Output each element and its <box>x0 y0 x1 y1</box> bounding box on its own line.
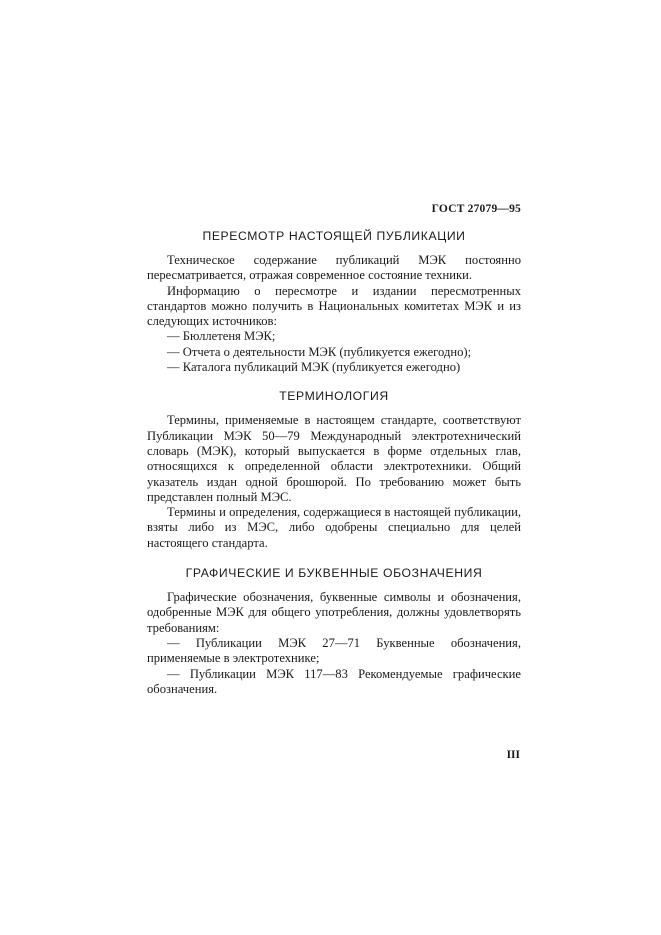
paragraph: Информацию о пересмотре и издании пересмотренных стандартов можно получить в Национальных комитетах МЭК и из следующих источников: <box>147 283 521 329</box>
paragraph: Техническое содержание публикаций МЭК постоянно пересматривается, отражая современное состояние техники. <box>147 253 521 283</box>
section-title-symbols: ГРАФИЧЕСКИЕ И БУКВЕННЫЕ ОБОЗНАЧЕНИЯ <box>185 566 483 581</box>
paragraph: Термины, применяемые в настоящем стандарте, соответствуют Публикации МЭК 50—79 Международный электротехнический словарь (МЭК), который выпускается в форме отдельных глав, относящихся к определенной области электротехники. Общий указатель издан одной брошюрой. По требованию может быть представлен полный МЭС. <box>147 413 521 504</box>
section-title-revision: ПЕРЕСМОТР НАСТОЯЩЕЙ ПУБЛИКАЦИИ <box>202 229 466 243</box>
document-body <box>147 228 521 697</box>
paragraph: Термины и определения, содержащиеся в настоящей публикации, взяты либо из МЭС, либо одобрены специально для целей настоящего стандарта. <box>147 505 521 550</box>
section-title-terminology: ТЕРМИНОЛОГИЯ <box>279 389 389 404</box>
list-item: — Публикации МЭК 27—71 Буквенные обозначения, применяемые в электротехнике; <box>147 635 521 666</box>
list-item: — Отчета о деятельности МЭК (публикуется ежегодно); <box>167 344 472 359</box>
list-item: — Каталога публикаций МЭК (публикуется ежегодно) <box>167 360 461 375</box>
list-item: — Публикации МЭК 117—83 Рекомендуемые графические обозначения. <box>147 666 521 696</box>
page-number: III <box>506 749 520 761</box>
document-code: ГОСТ 27079—95 <box>431 203 521 215</box>
paragraph: Графические обозначения, буквенные символы и обозначения, одобренные МЭК для общего употребления, должны удовлетворять требованиям: <box>147 590 521 635</box>
list-item: — Бюллетеня МЭК; <box>167 329 276 344</box>
